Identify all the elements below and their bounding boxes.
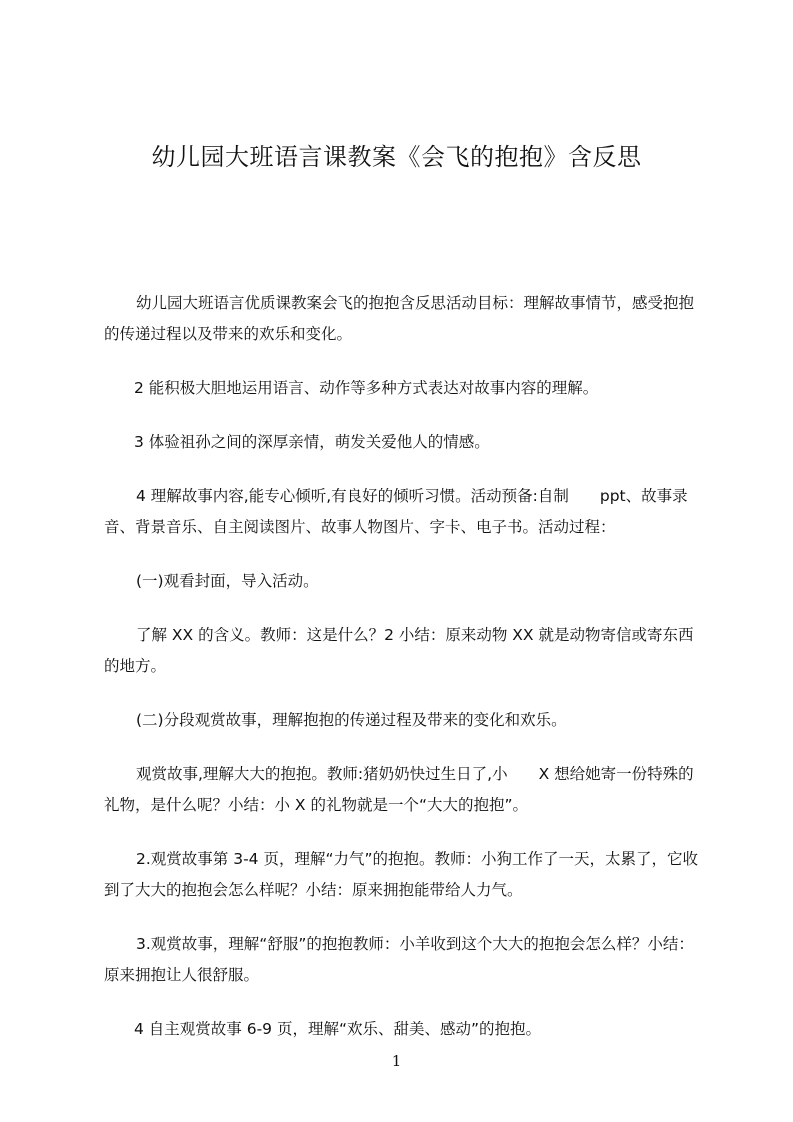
paragraph-step-1: (一)观看封面，导入活动。 [136,572,319,590]
paragraph-objective-3: 3 体验祖孙之间的深厚亲情，萌发关爱他人的情感。 [134,433,490,451]
paragraph-step-2: (二)分段观赏故事，理解抱抱的传递过程及带来的变化和欢乐。 [136,711,567,729]
paragraph-step-1-detail: 了解 XX 的含义。教师：这是什么？2 小结：原来动物 XX 就是动物寄信或寄东西的地方。 [104,626,694,675]
document-body [104,288,704,1068]
paragraph-step-2-part-4: 4 自主观赏故事 6-9 页，理解“欢乐、甜美、感动”的抱抱。 [134,1020,542,1038]
paragraph-step-2-part-1: 观赏故事,理解大大的抱抱。教师:猪奶奶快过生日了,小 X 想给她寄一份特殊的礼物，是什么呢？小结：小 X 的礼物就是一个“大大的抱抱”。 [104,765,694,814]
page-number: 1 [391,1052,402,1070]
paragraph-objective-2: 2 能积极大胆地运用语言、动作等多种方式表达对故事内容的理解。 [134,379,599,397]
document-title: 幼儿园大班语言课教案《会飞的抱抱》含反思 [151,143,642,171]
paragraph-step-2-part-3: 3.观赏故事，理解“舒服”的抱抱教师：小羊收到这个大大的抱抱会怎么样？小结：原来拥抱让人很舒服。 [104,935,694,984]
paragraph-objectives: 幼儿园大班语言优质课教案会飞的抱抱含反思活动目标：理解故事情节，感受抱抱的传递过程以及带来的欢乐和变化。 [104,294,695,343]
paragraph-objective-4-preparation: 4 理解故事内容,能专心倾听,有良好的倾听习惯。活动预备:自制 ppt、故事录音、背景音乐、自主阅读图片、故事人物图片、字卡、电子书。活动过程： [104,487,688,536]
paragraph-step-2-part-2: 2.观赏故事第 3-4 页，理解“力气”的抱抱。教师：小狗工作了一天，太累了，它收到了大大的抱抱会怎么样呢？小结：原来拥抱能带给人力气。 [104,850,699,899]
